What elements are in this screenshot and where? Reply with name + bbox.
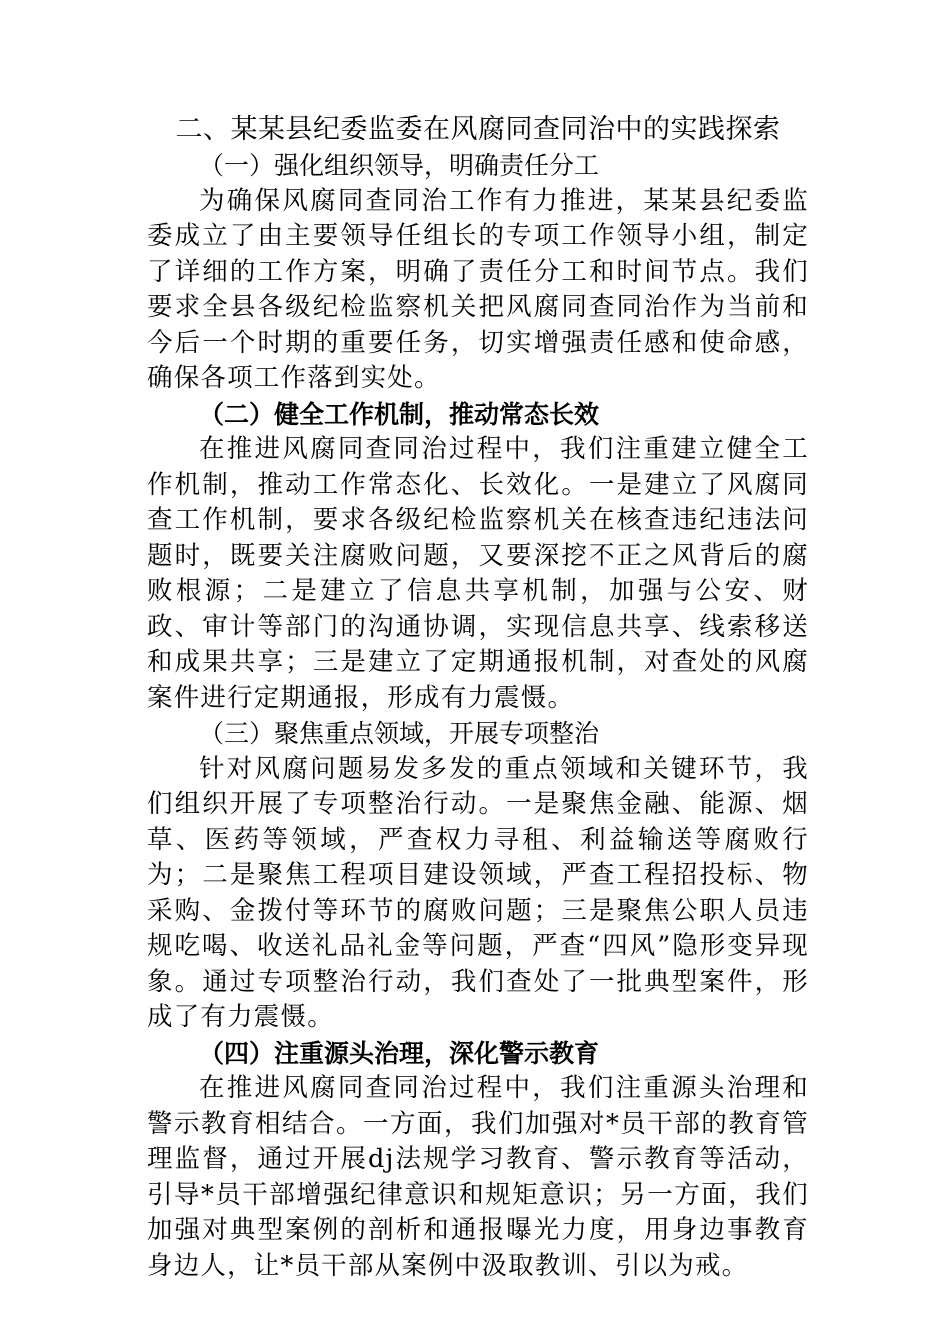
section-heading-4: （四）注重源头治理，深化警示教育 — [199, 1038, 600, 1068]
section-body-3: 针对风腐问题易发多发的重点领域和关键环节，我们组织开展了专项整治行动。一是聚焦金融、能源、烟草、医药等领域，严查权力寻租、利益输送等腐败行为；二是聚焦工程项目建设领域，严查工程招投标、物采购、金拨付等环节的腐败问题；三是聚焦公职人员违规吃喝、收送礼品礼金等问题，严查“四风”隐形变异现象。通过专项整治行动，我们查处了一批典型案件，形成了有力震慑。 — [147, 753, 809, 1032]
section-heading-2: （二）健全工作机制，推动常态长效 — [199, 399, 600, 429]
document-page — [147, 112, 809, 1284]
section-heading-1: （一）强化组织领导，明确责任分工 — [199, 151, 600, 180]
document-title: 二、某某县纪委监委在风腐同查同治中的实践探索 — [175, 114, 781, 145]
section-body-2: 在推进风腐同查同治过程中，我们注重建立健全工作机制，推动工作常态化、长效化。一是建立了风腐同查工作机制，要求各级纪检监察机关在核查违纪违法问题时，既要关注腐败问题，又要深挖不正之风背后的腐败根源；二是建立了信息共享机制，加强与公安、财政、审计等部门的沟通协调，实现信息共享、线索移送和成果共享；三是建立了定期通报机制，对查处的风腐案件进行定期通报，形成有力震慑。 — [147, 434, 809, 713]
section-heading-3: （三）聚焦重点领域，开展专项整治 — [199, 719, 600, 748]
section-body-4: 在推进风腐同查同治过程中，我们注重源头治理和警示教育相结合。一方面，我们加强对*员干部的教育管理监督，通过开展dj法规学习教育、警示教育等活动，引导*员干部增强纪律意识和规矩意识；另一方面，我们加强对典型案例的剖析和通报曝光力度，用身边事教育身边人，让*员干部从案例中汲取教训、引以为戒。 — [147, 1073, 809, 1281]
section-body-1: 为确保风腐同查同治工作有力推进，某某县纪委监委成立了由主要领导任组长的专项工作领导小组，制定了详细的工作方案，明确了责任分工和时间节点。我们要求全县各级纪检监察机关把风腐同查同治作为当前和今后一个时期的重要任务，切实增强责任感和使命感，确保各项工作落到实处。 — [147, 185, 809, 393]
